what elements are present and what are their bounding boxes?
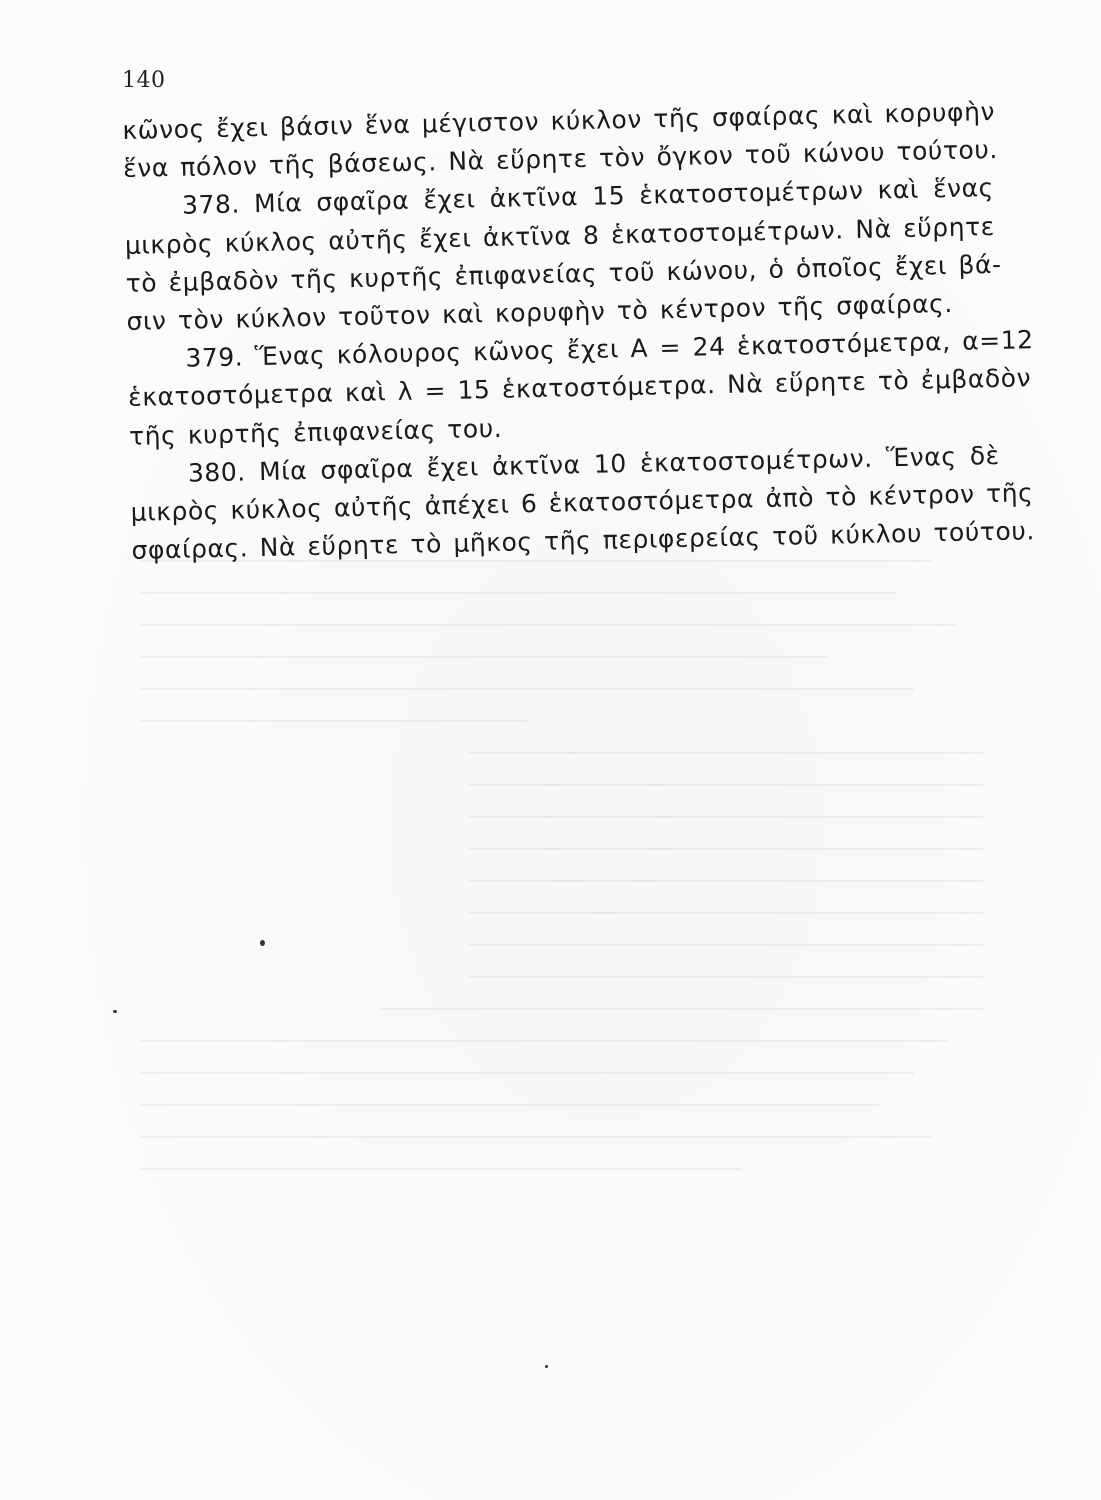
exercise-379-start: 379. Ἕνας κόλουρος κῶνος ἔχει Α = 24 ἑκατοστόμετρα, α=12 (185, 325, 1034, 373)
text-line: μικρὸς κύκλος αὐτῆς ἀπέχει 6 ἑκατοστόμετρα ἀπὸ τὸ κέντρον τῆς (130, 478, 1034, 527)
page-number: 140 (122, 68, 166, 93)
text-line: ἑκατοστόμετρα καὶ λ = 15 ἑκατοστόμετρα. Νὰ εὕρητε τὸ ἐμβαδὸν (127, 363, 1032, 413)
text-line: ἕνα πόλον τῆς βάσεως. Νὰ εὕρητε τὸν ὄγκον τοῦ κώνου τούτου. (122, 135, 999, 184)
text-line: σιν τὸν κύκλον τοῦτον καὶ κορυφὴν τὸ κέντρον τῆς σφαίρας. (126, 288, 954, 336)
ink-speck (113, 1010, 117, 1013)
exercise-378-start: 378. Μία σφαῖρα ἔχει ἀκτῖνα 15 ἑκατοστομέτρων καὶ ἕνας (181, 173, 995, 221)
bleed-through-texture (140, 560, 1000, 1420)
text-line: τῆς κυρτῆς ἐπιφανείας του. (128, 413, 503, 451)
text-line: σφαίρας. Νὰ εὕρητε τὸ μῆκος τῆς περιφερείας τοῦ κύκλου τούτου. (131, 516, 1036, 565)
text-line: κῶνος ἔχει βάσιν ἕνα μέγιστον κύκλον τῆς σφαίρας καὶ κορυφὴν (122, 96, 996, 145)
ink-speck (545, 1365, 548, 1368)
text-line: μικρὸς κύκλος αὐτῆς ἔχει ἀκτῖνα 8 ἑκατοστομέτρων. Νὰ εὕρητε (124, 211, 996, 260)
exercise-380-start: 380. Μία σφαῖρα ἔχει ἀκτῖνα 10 ἑκατοστομέτρων. Ἕνας δὲ (187, 440, 1001, 488)
exercise-text-block (122, 93, 1036, 570)
ink-speck (260, 940, 265, 946)
text-line: τὸ ἐμβαδὸν τῆς κυρτῆς ἐπιφανείας τοῦ κώνου, ὁ ὁποῖος ἔχει βά- (125, 249, 1002, 298)
